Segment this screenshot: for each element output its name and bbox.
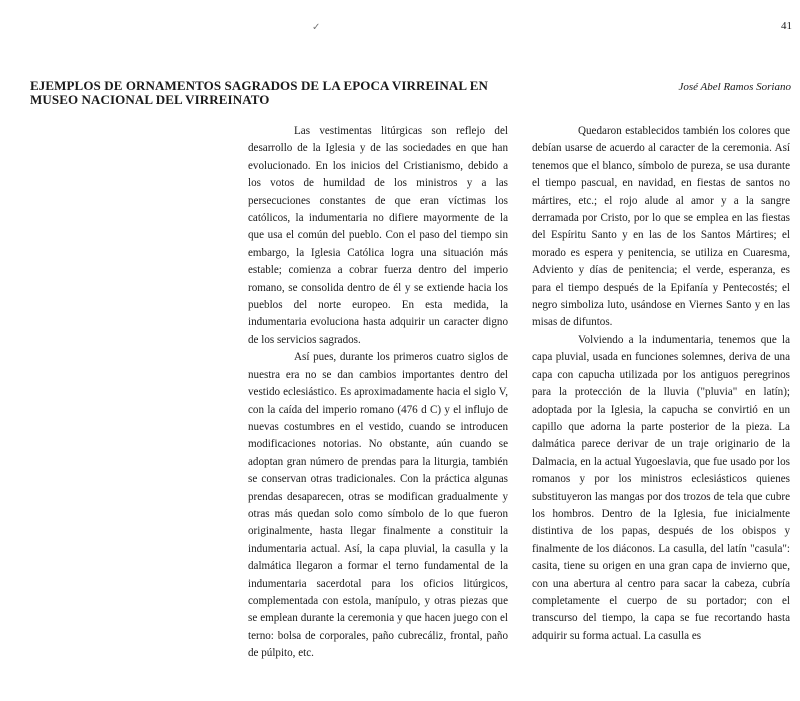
author-name: José Abel Ramos Soriano [678, 81, 791, 93]
paragraph: Las vestimentas litúrgicas son reflejo del desarrollo de la Iglesia y de las sociedades en que han evolucionado. En los inicios del Cristianismo, debido a los votos de humildad de los ministros y a las persecuciones constantes de que eran víctimas los católicos, la indumentaria no difiere mayormente de la que usa el común del pueblo. Con el paso del tiempo sin embargo, la Iglesia Católica logra una situación más estable; comienza a cobrar fuerza dentro del imperio romano, se consolida dentro de él y se extiende hacia los pueblos del norte europeo. En esta medida, la indumentaria evoluciona hasta adquirir un caracter digno de los servicios sagrados. [248, 125, 508, 346]
page-number: 41 [781, 20, 792, 32]
right-column [532, 123, 790, 645]
article-title-line-1: EJEMPLOS DE ORNAMENTOS SAGRADOS DE LA EPOCA VIRREINAL EN [30, 78, 489, 93]
paragraph: Quedaron establecidos también los colores que debían usarse de acuerdo al caracter de la ceremonia. Así tenemos que el blanco, símbolo de pureza, se usa durante el tiempo pascual, en navidad, en fiestas de santos no mártires, etc.; el rojo alude al amor y a la sangre derramada por Cristo, por lo que se emplea en las fiestas del Espíritu Santo y en las de los Santos Mártires; el morado es espera y penitencia, se utiliza en Cuaresma, Adviento y días de penitencia; el verde, esperanza, es para el tiempo después de la Epifanía y Pentecostés; el negro simboliza luto, usándose en Viernes Santo y en las misas de difuntos. [532, 125, 790, 329]
paragraph: Así pues, durante los primeros cuatro siglos de nuestra era no se dan cambios importantes dentro del vestido eclesiástico. Es aproximadamente hacia el siglo V, con la caída del imperio romano (476 d C) y el influjo de nuevas costumbres en el vestido, cuando se introducen modificaciones notorias. No obstante, aún cuando se adoptan gran número de prendas para la liturgia, también se conservan otras tradicionales. Con la práctica algunas prendas desaparecen, otras se modifican gradualmente y otras más quedan solo como símbolo de lo que fueron originalmente, hasta llegar finalmente a constituir la indumentaria actual. Así, la capa pluvial, la casulla y la dalmática llegaron a formar el terno fundamental de la indumentaria sacerdotal para los oficios litúrgicos, complementada con estola, manípulo, y otras piezas que se emplean durante la ceremonia y que hacen juego con el terno: bolsa de corporales, paño cubrecáliz, frontal, paño de púlpito, etc. [248, 351, 508, 660]
article-title-line-2: MUSEO NACIONAL DEL VIRREINATO [30, 92, 270, 107]
article-title [30, 79, 550, 107]
left-column [248, 123, 508, 663]
paragraph: Volviendo a la indumentaria, tenemos que la capa pluvial, usada en funciones solemnes, deriva de una capa con capucha utilizada por los antiguos peregrinos para la protección de la lluvia ("pluvia" en latín); adoptada por la Iglesia, la capucha se convirtió en un capillo que adorna la parte posterior de la pieza. La dalmática parece derivar de un traje originario de la Dalmacia, en la actual Yugoeslavia, que fue usado por los romanos y por los ministros eclesiásticos quienes substituyeron las mangas por dos trozos de tela que cubre los hombros. Dentro de la Iglesia, fue inicialmente distintiva de los papas, después de los obispos y finalmente de los diáconos. La casulla, del latín "casula": casita, tiene su origen en una gran capa de invierno que, con una abertura al centro para sacar la cabeza, cubría completamente el cuerpo de su portador; con el transcurso del tiempo, la capa se fue recortando hasta adquirir su forma actual. La casulla es [532, 333, 790, 642]
check-mark: ✓ [312, 22, 321, 33]
